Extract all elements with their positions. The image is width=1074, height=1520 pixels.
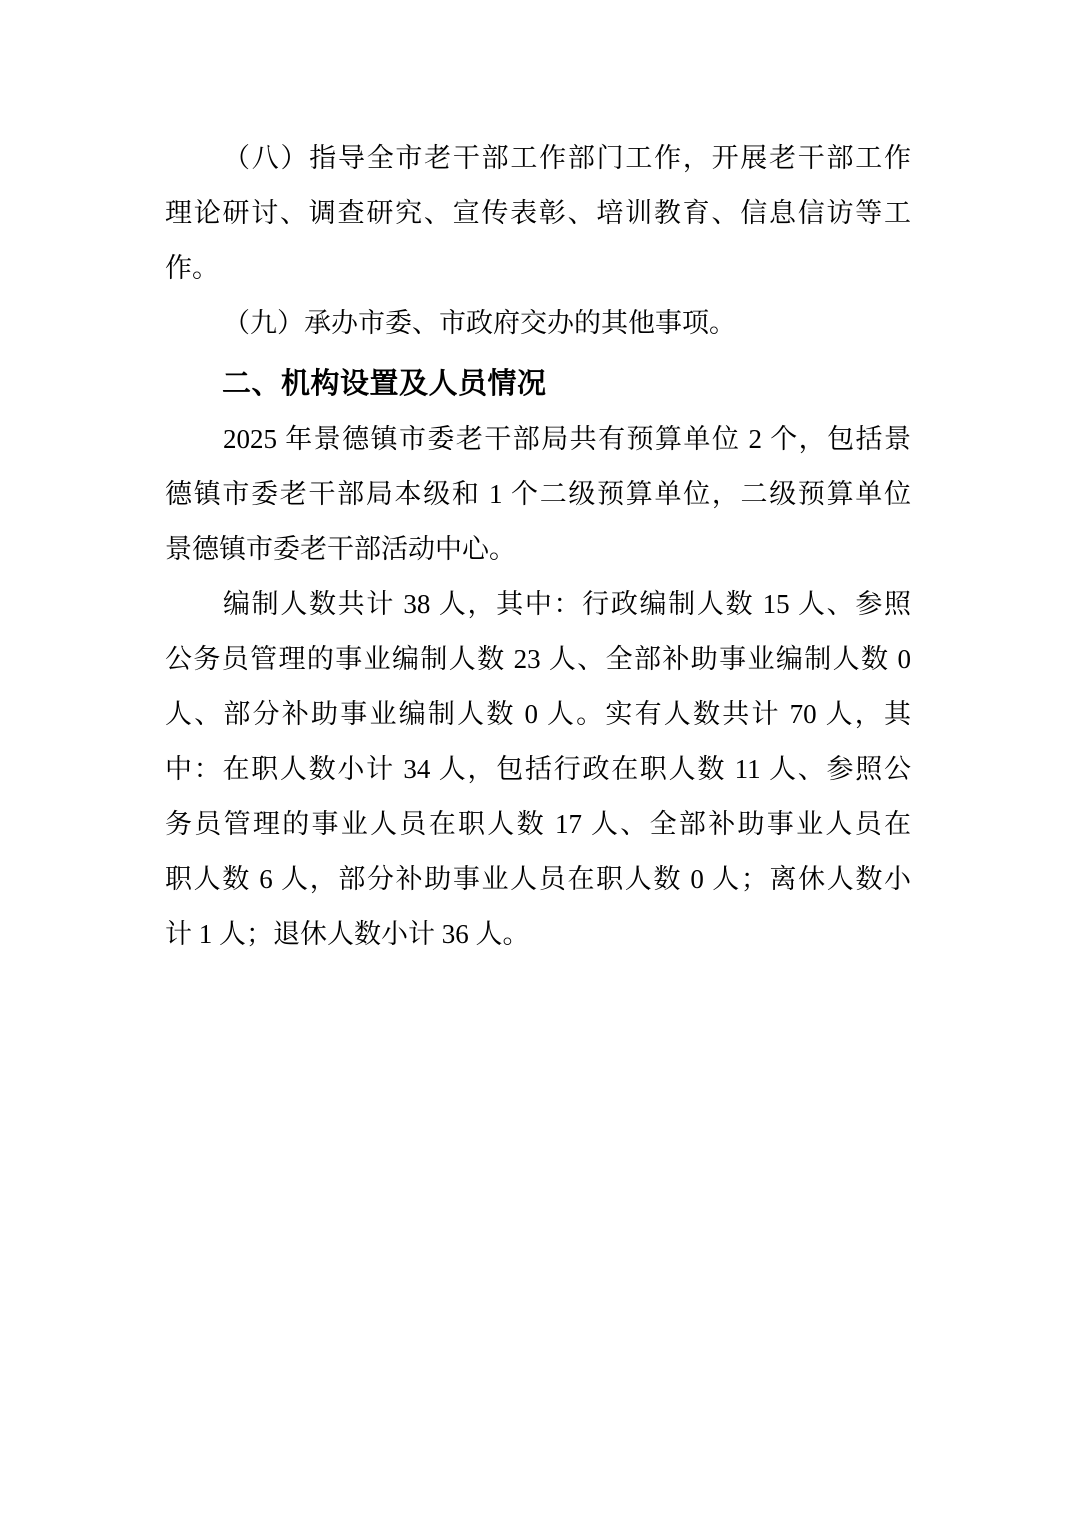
paragraph-item-8-line-1: （八）指导全市老干部工作部门工作，开展老干部工作	[223, 143, 911, 173]
document-text-block	[165, 131, 911, 962]
section-heading-2: 二、机构设置及人员情况	[222, 368, 547, 400]
budget-units-paragraph-line-2: 德镇市委老干部局本级和 1 个二级预算单位，二级预算单位	[165, 479, 911, 509]
staffing-paragraph-line-2: 公务员管理的事业编制人数 23 人、全部补助事业编制人数 0	[165, 644, 911, 674]
staffing-paragraph-line-4: 中：在职人数小计 34 人，包括行政在职人数 11 人、参照公	[165, 754, 911, 784]
staffing-paragraph-line-5: 务员管理的事业人员在职人数 17 人、全部补助事业人员在	[165, 809, 911, 839]
staffing-paragraph-line-7: 计 1 人；退休人数小计 36 人。	[165, 919, 530, 949]
paragraph-item-8-line-2: 理论研讨、调查研究、宣传表彰、培训教育、信息信访等工	[165, 198, 911, 228]
budget-units-paragraph-line-1: 2025 年景德镇市委老干部局共有预算单位 2 个，包括景	[223, 424, 911, 454]
staffing-paragraph-line-3: 人、部分补助事业编制人数 0 人。实有人数共计 70 人，其	[165, 699, 911, 729]
paragraph-item-8-line-3: 作。	[165, 253, 219, 283]
paragraph-item-9: （九）承办市委、市政府交办的其他事项。	[223, 308, 736, 338]
staffing-paragraph-line-6: 职人数 6 人，部分补助事业人员在职人数 0 人；离休人数小	[165, 864, 911, 894]
budget-units-paragraph-line-3: 景德镇市委老干部活动中心。	[165, 534, 516, 564]
staffing-paragraph-line-1: 编制人数共计 38 人，其中：行政编制人数 15 人、参照	[223, 589, 911, 619]
